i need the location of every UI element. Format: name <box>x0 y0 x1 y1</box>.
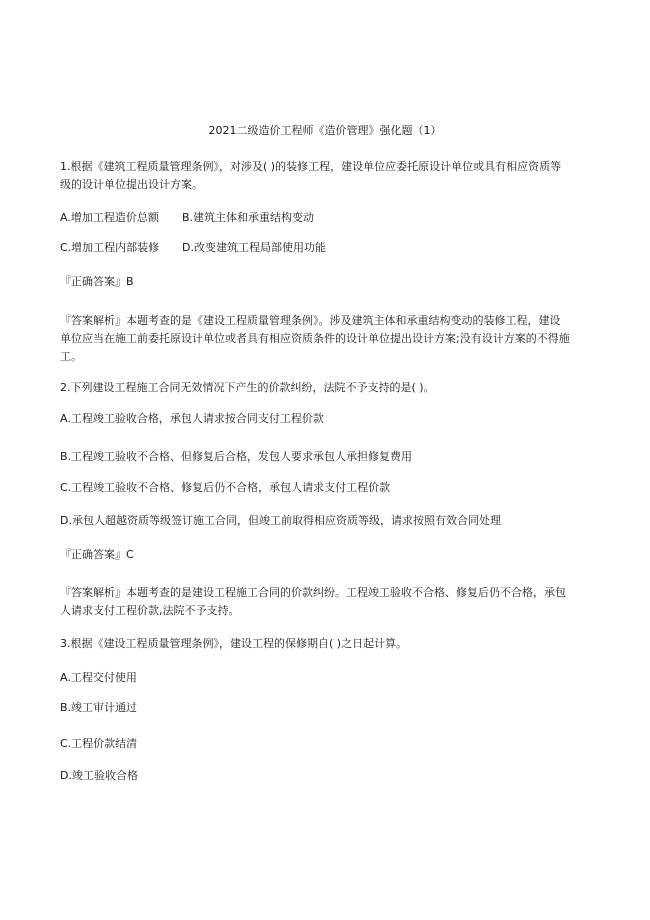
q2-option-d: D.承包人超越资质等级签订施工合同，但竣工前取得相应资质等级，请求按照有效合同处理 <box>60 514 501 527</box>
q2-analysis-line2: 人请求支付工程价款,法院不予支持。 <box>60 604 240 617</box>
q1-options-row2 <box>60 238 326 257</box>
q1-analysis-line2: 单位应当在施工前委托原设计单位或者具有相应资质条件的设计单位提出设计方案;没有设计方案的不得施 <box>60 332 570 345</box>
q1-stem-line2: 级的设计单位提出设计方案。 <box>60 178 203 191</box>
q1-option-b: B.建筑主体和承重结构变动 <box>182 211 315 224</box>
q1-stem-line1: 1.根据《建筑工程质量管理条例》，对涉及( )的装修工程，建设单位应委托原设计单位或具有相应资质等 <box>60 160 562 173</box>
q2-option-c: C.工程竣工验收不合格、修复后仍不合格，承包人请求支付工程价款 <box>60 481 391 494</box>
q1-options-row1 <box>60 208 314 227</box>
q3-option-d: D.竣工验收合格 <box>60 769 138 782</box>
q2-answer: 『正确答案』C <box>60 548 134 561</box>
q1-option-c: C.增加工程内部装修 <box>60 241 160 254</box>
q2-option-b: B.工程竣工验收不合格、但修复后合格，发包人要求承包人承担修复费用 <box>60 450 413 463</box>
q3-option-b: B.竣工审计通过 <box>60 701 138 714</box>
q2-option-a: A.工程竣工验收合格，承包人请求按合同支付工程价款 <box>60 412 324 425</box>
q2-stem: 2.下列建设工程施工合同无效情况下产生的价款纠纷，法院不予支持的是( )。 <box>60 381 435 394</box>
document-title: 2021二级造价工程师《造价管理》强化题（1） <box>208 124 442 137</box>
q1-analysis-line1: 『答案解析』本题考查的是《建设工程质量管理条例》。涉及建筑主体和承重结构变动的装修工程，建设 <box>60 314 561 327</box>
q1-answer: 『正确答案』B <box>60 275 134 288</box>
q3-stem: 3.根据《建设工程质量管理条例》，建设工程的保修期自( )之日起计算。 <box>60 637 408 650</box>
q1-analysis-line3: 工。 <box>60 350 82 363</box>
q2-analysis-line1: 『答案解析』本题考查的是建设工程施工合同的价款纠纷。工程竣工验收不合格、修复后仍不合格，承包 <box>60 586 566 599</box>
q1-option-a: A.增加工程造价总额 <box>60 211 159 224</box>
q1-option-d: D.改变建筑工程局部使用功能 <box>182 241 326 254</box>
q3-option-c: C.工程价款结清 <box>60 737 138 750</box>
q3-option-a: A.工程交付使用 <box>60 671 137 684</box>
